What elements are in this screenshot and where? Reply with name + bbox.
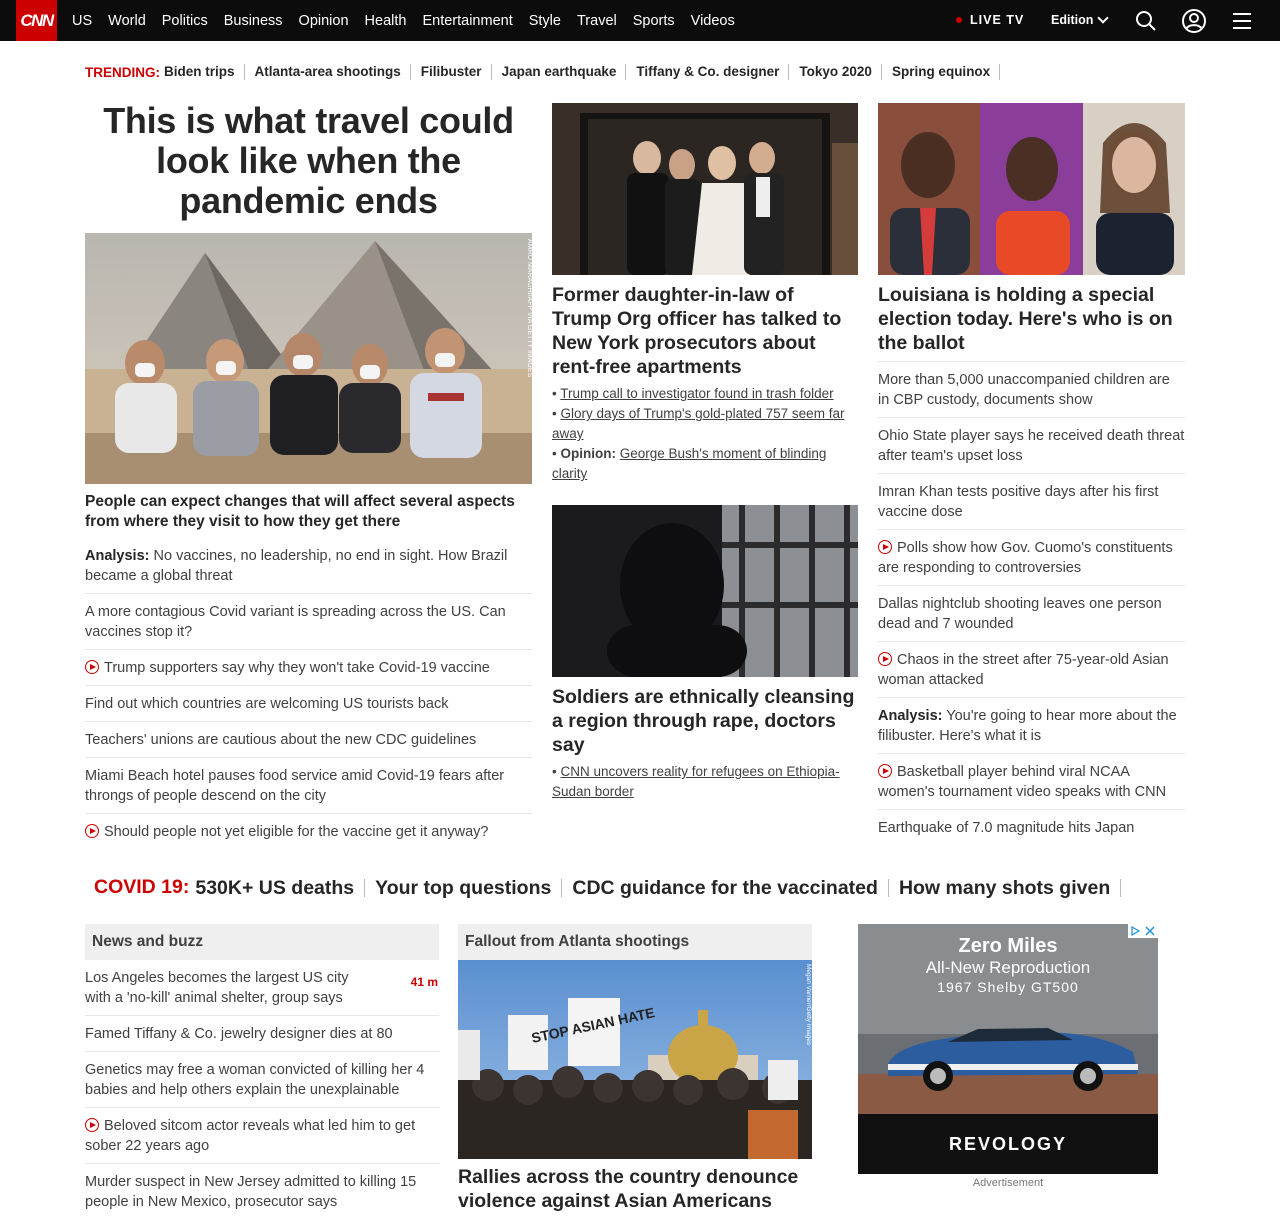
timestamp: 41 m xyxy=(410,975,438,989)
covid-link[interactable]: Your top questions xyxy=(375,879,562,897)
headline-text: Miami Beach hotel pauses food service amid Covid-19 fears after throngs of people descend on the city xyxy=(85,768,505,804)
headline-text: Should people not yet eligible for the vaccine get it anyway? xyxy=(104,824,489,840)
related-links xyxy=(552,384,858,484)
chevron-down-icon xyxy=(1098,12,1109,23)
hero-image[interactable] xyxy=(85,233,532,484)
nav-link-sports[interactable]: Sports xyxy=(632,12,675,29)
related-link[interactable]: Trump call to investigator found in trash folder xyxy=(560,386,834,401)
story-headline-rallies[interactable]: Rallies across the country denounce violence against Asian Americans xyxy=(458,1166,799,1212)
play-video-icon xyxy=(85,1118,99,1132)
play-video-icon xyxy=(878,652,892,666)
play-video-icon xyxy=(878,540,892,554)
atlanta-section xyxy=(458,924,812,1213)
headline-text: Dallas nightclub shooting leaves one person dead and 7 wounded xyxy=(878,596,1162,632)
nav-link-business[interactable]: Business xyxy=(223,12,283,29)
list-item[interactable] xyxy=(85,814,532,849)
live-dot-icon xyxy=(956,17,962,23)
ad-line-3: 1967 Shelby GT500 xyxy=(937,979,1079,995)
related-item: • Opinion: George Bush's moment of blinding clarity xyxy=(552,446,827,481)
live-tv-label: LIVE TV xyxy=(970,13,1025,27)
trending-link[interactable]: Spring equinox xyxy=(892,64,1000,80)
nav-link-us[interactable]: US xyxy=(72,12,93,29)
analysis-label: Analysis: xyxy=(85,548,150,564)
advertisement[interactable] xyxy=(858,924,1158,1174)
edition-label: Edition xyxy=(1051,13,1094,27)
cnn-logo[interactable]: CNN xyxy=(16,0,57,41)
nav-link-world[interactable]: World xyxy=(108,12,146,29)
headline-text: You're going to hear more about the filibuster. Here's what it is xyxy=(878,708,1177,744)
trending-label: TRENDING: xyxy=(85,64,160,80)
section-heading: Fallout from Atlanta shootings xyxy=(458,924,812,960)
middle-column xyxy=(552,103,858,802)
related-link[interactable]: George Bush's moment of blinding clarity xyxy=(552,446,827,481)
covid-link[interactable]: How many shots given xyxy=(899,879,1121,897)
list-item[interactable] xyxy=(878,642,1185,698)
headline-text: Beloved sitcom actor reveals what led him to get sober 22 years ago xyxy=(85,1118,416,1154)
list-item[interactable] xyxy=(878,698,1185,754)
nav-link-entertainment[interactable]: Entertainment xyxy=(422,12,513,29)
related-item: • Trump call to investigator found in trash folder xyxy=(552,386,834,401)
play-video-icon xyxy=(878,764,892,778)
list-item[interactable] xyxy=(85,538,532,594)
headline-text: Teachers' unions are cautious about the new CDC guidelines xyxy=(85,732,477,748)
candidates-photo xyxy=(878,103,1185,275)
hero-subheadline[interactable]: People can expect changes that will affect several aspects from where they visit to how they get there xyxy=(85,493,515,530)
headline-text: Trump supporters say why they won't take Covid-19 vaccine xyxy=(104,660,490,676)
list-item[interactable] xyxy=(878,810,1185,845)
headline-text: Genetics may free a woman convicted of killing her 4 babies and help others explain the unexplainable xyxy=(85,1062,425,1098)
hero-headline[interactable]: This is what travel could look like when the pandemic ends xyxy=(103,100,514,221)
headline-text: Los Angeles becomes the largest US city with a 'no-kill' animal shelter, group says xyxy=(85,970,349,1006)
list-item[interactable] xyxy=(878,362,1185,418)
hero-column xyxy=(85,101,532,849)
nav-links xyxy=(72,0,751,41)
top-nav xyxy=(0,0,1280,41)
headline-text: Earthquake of 7.0 magnitude hits Japan xyxy=(878,820,1135,836)
list-item[interactable] xyxy=(85,1108,439,1164)
list-item[interactable] xyxy=(85,1052,439,1108)
ad-creative xyxy=(858,924,1158,1174)
story-image-soldiers[interactable] xyxy=(552,505,858,677)
analysis-label: Analysis: xyxy=(878,708,943,724)
story-headline-louisiana[interactable]: Louisiana is holding a special election today. Here's who is on the ballot xyxy=(878,284,1173,354)
rally-image-credit: Megan Varner/Getty Images xyxy=(805,964,812,1046)
story-headline-trump-org[interactable]: Former daughter-in-law of Trump Org officer has talked to New York prosecutors about rent-free apartments xyxy=(552,284,842,378)
list-item[interactable] xyxy=(85,960,439,1016)
headline-text: Imran Khan tests positive days after his first vaccine dose xyxy=(878,484,1159,520)
nav-link-travel[interactable]: Travel xyxy=(576,12,617,29)
ad-brand: REVOLOGY xyxy=(948,1134,1068,1154)
pyramids-photo xyxy=(85,233,532,484)
story-headline-soldiers[interactable]: Soldiers are ethnically cleansing a region through rape, doctors say xyxy=(552,686,855,756)
right-column xyxy=(878,103,1185,845)
list-item[interactable] xyxy=(878,474,1185,530)
advertisement-label: Advertisement xyxy=(972,1177,1044,1189)
news-buzz-list xyxy=(85,960,439,1219)
covid-link[interactable]: CDC guidance for the vaccinated xyxy=(572,879,889,897)
covid-bar xyxy=(94,876,1131,899)
trending-link[interactable]: Filibuster xyxy=(421,64,492,80)
list-item[interactable] xyxy=(878,754,1185,810)
headline-text: Murder suspect in New Jersey admitted to killing 15 people in New Mexico, prosecutor says xyxy=(85,1174,417,1210)
headline-text: More than 5,000 unaccompanied children are in CBP custody, documents show xyxy=(878,372,1170,408)
related-link[interactable]: CNN uncovers reality for refugees on Ethiopia-Sudan border xyxy=(552,764,840,799)
right-headline-list xyxy=(878,361,1185,845)
related-link[interactable]: Glory days of Trump's gold-plated 757 seem far away xyxy=(552,406,845,441)
hero-headline-list xyxy=(85,538,532,849)
trending-link[interactable]: Tiffany & Co. designer xyxy=(636,64,789,80)
covid-label: COVID 19: xyxy=(94,876,190,898)
play-video-icon xyxy=(85,660,99,674)
headline-text: Famed Tiffany & Co. jewelry designer dies at 80 xyxy=(85,1026,393,1042)
headline-text: No vaccines, no leadership, no end in sight. How Brazil became a global threat xyxy=(85,548,508,584)
list-item[interactable] xyxy=(85,1016,439,1052)
opinion-label: Opinion: xyxy=(560,446,616,461)
account-icon[interactable] xyxy=(1181,8,1207,34)
headline-text: Ohio State player says he received death threat after team's upset loss xyxy=(878,428,1185,464)
story-image-louisiana[interactable] xyxy=(878,103,1185,275)
related-item: • CNN uncovers reality for refugees on Ethiopia-Sudan border xyxy=(552,764,840,799)
story-image-rallies[interactable] xyxy=(458,960,812,1159)
nav-link-health[interactable]: Health xyxy=(364,12,407,29)
live-tv-button[interactable] xyxy=(956,13,1024,27)
wedding-photo xyxy=(552,103,858,275)
rally-photo xyxy=(458,960,812,1159)
nav-link-style[interactable]: Style xyxy=(528,12,561,29)
news-and-buzz-section xyxy=(85,924,439,1219)
related-item: • Glory days of Trump's gold-plated 757 seem far away xyxy=(552,406,845,441)
list-item[interactable] xyxy=(85,1164,439,1219)
related-links xyxy=(552,762,858,802)
covid-link[interactable]: 530K+ US deaths xyxy=(195,879,365,897)
trending-link[interactable]: Atlanta-area shootings xyxy=(255,64,411,80)
trending-link[interactable]: Japan earthquake xyxy=(502,64,627,80)
ad-title: Zero Miles xyxy=(958,935,1058,957)
list-item[interactable] xyxy=(85,758,532,814)
silhouette-photo xyxy=(552,505,858,677)
list-item[interactable] xyxy=(878,530,1185,586)
menu-icon[interactable] xyxy=(1229,8,1255,34)
search-icon[interactable] xyxy=(1133,8,1159,34)
trending-bar xyxy=(85,63,1010,81)
list-item[interactable] xyxy=(878,418,1185,474)
list-item[interactable] xyxy=(878,586,1185,642)
nav-link-politics[interactable]: Politics xyxy=(161,12,208,29)
edition-dropdown[interactable] xyxy=(1051,13,1107,27)
play-video-icon xyxy=(85,824,99,838)
protest-sign-text: STOP ASIAN HATE xyxy=(529,1004,657,1046)
nav-link-videos[interactable]: Videos xyxy=(690,12,735,29)
headline-text: Polls show how Gov. Cuomo's constituents are responding to controversies xyxy=(878,540,1173,576)
ad-line-2: All-New Reproduction xyxy=(925,958,1091,977)
headline-text: Find out which countries are welcoming US tourists back xyxy=(85,696,449,712)
headline-text: A more contagious Covid variant is spreading across the US. Can vaccines stop it? xyxy=(85,604,506,640)
section-heading: News and buzz xyxy=(85,924,439,960)
list-item[interactable] xyxy=(85,594,532,650)
list-item[interactable] xyxy=(85,722,532,758)
nav-link-opinion[interactable]: Opinion xyxy=(298,12,349,29)
headline-text: Basketball player behind viral NCAA women's tournament video speaks with CNN xyxy=(878,764,1167,800)
list-item[interactable] xyxy=(85,650,532,686)
headline-text: Chaos in the street after 75-year-old Asian woman attacked xyxy=(878,652,1169,688)
story-image-trump-org[interactable] xyxy=(552,103,858,275)
trending-link[interactable]: Tokyo 2020 xyxy=(799,64,882,80)
list-item[interactable] xyxy=(85,686,532,722)
trending-link[interactable]: Biden trips xyxy=(164,64,245,80)
hero-image-credit: AMRO MARAGHI/AFP VIA GETTY IMAGES xyxy=(526,239,533,378)
